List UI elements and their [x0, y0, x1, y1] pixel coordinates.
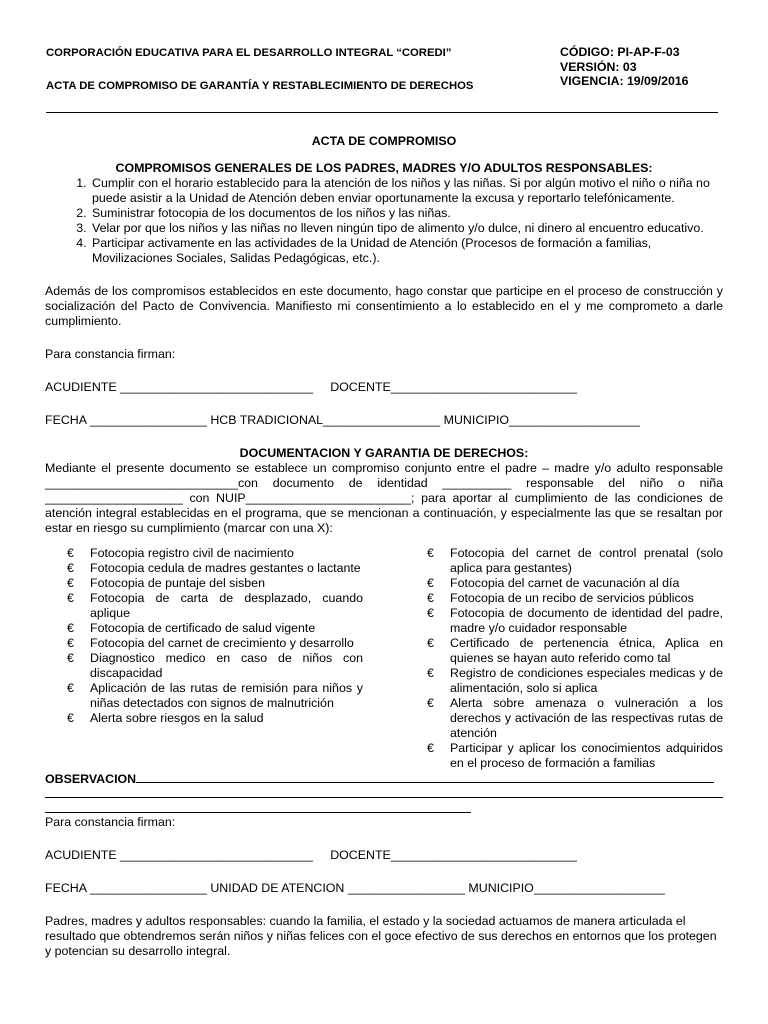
observation-line-3[interactable] [45, 812, 471, 813]
euro-bullet-icon: € [427, 666, 434, 680]
checklist-item[interactable] [45, 636, 363, 651]
document-version: VERSIÓN: 03 [560, 59, 637, 74]
checklist-item[interactable] [405, 666, 723, 696]
checklist-item-label: Diagnostico medico en caso de niños con discapacidad [90, 651, 363, 680]
checklist-item-label: Fotocopia del carnet de control prenatal (solo aplica para gestantes) [450, 546, 723, 575]
section1-subtitle: COMPROMISOS GENERALES DE LOS PADRES, MADRES Y/O ADULTOS RESPONSABLES: [115, 161, 653, 175]
list-item: 3. Velar por que los niños y las niñas no lleven ningún tipo de alimento y/o dulce, ni dinero al encuentro educativo. [90, 221, 723, 236]
euro-bullet-icon: € [427, 606, 434, 620]
euro-bullet-icon: € [427, 696, 434, 710]
checklist-item[interactable] [45, 621, 363, 636]
document-header-left [46, 46, 516, 94]
checklist-item-label: Fotocopia de certificado de salud vigente [90, 621, 316, 635]
checklist-item[interactable] [45, 651, 363, 681]
checklist-item-label: Certificado de pertenencia étnica, Aplica en quienes se hayan auto referido como tal [450, 636, 723, 665]
closing-paragraph: Padres, madres y adultos responsables: cuando la familia, el estado y la sociedad actuamos de manera articulada el resultado que obtendremos serán niños y niñas felices con el goce efectivo de sus derechos en entornos que los protegen y potencian su desarrollo integral. [45, 914, 717, 958]
euro-bullet-icon: € [67, 576, 74, 590]
checklist-item[interactable] [45, 711, 363, 726]
euro-bullet-icon: € [67, 651, 74, 665]
municipio-field[interactable]: MUNICIPIO___________________ [443, 413, 640, 427]
document-code: CÓDIGO: PI-AP-F-03 [560, 45, 680, 59]
acudiente-field[interactable]: ACUDIENTE ____________________________ [45, 380, 313, 394]
section1-title: ACTA DE COMPROMISO [311, 134, 457, 148]
documents-right-list [405, 546, 723, 771]
observation-row[interactable] [45, 771, 723, 787]
observation-label: OBSERVACION [45, 772, 137, 786]
date-row [45, 413, 723, 428]
checklist-item[interactable] [45, 591, 363, 621]
euro-bullet-icon: € [427, 591, 434, 605]
document-title: ACTA DE COMPROMISO DE GARANTÍA Y RESTABLECIMIENTO DE DERECHOS [46, 80, 474, 92]
euro-bullet-icon: € [67, 621, 74, 635]
checklist-item-label: Fotocopia del carnet de vacunación al día [450, 576, 680, 590]
list-item: 4. Participar activamente en las actividades de la Unidad de Atención (Procesos de formación a familias, Movilizaciones Sociales, Salidas Pedagógicas, etc.). [90, 236, 723, 266]
date-row-2 [45, 881, 723, 896]
checklist-item[interactable] [405, 741, 723, 771]
checklist-item[interactable] [405, 606, 723, 636]
euro-bullet-icon: € [427, 636, 434, 650]
checklist-item-label: Fotocopia registro civil de nacimiento [90, 546, 294, 560]
checklist-item[interactable] [45, 576, 363, 591]
documents-left-column [45, 546, 363, 771]
checklist-item[interactable] [405, 546, 723, 576]
sign-intro-2: Para constancia firman: [45, 815, 176, 829]
checklist-item-label: Alerta sobre amenaza o vulneración a los derechos y activación de las respectivas rutas de atención [450, 696, 723, 740]
commitment-paragraph: Además de los compromisos establecidos en este documento, hago constar que participe en el proceso de construcción y socialización del Pacto de Convivencia. Manifiesto mi consentimiento a lo establecido en el y me comprometo a darle cumplimiento. [45, 284, 723, 328]
euro-bullet-icon: € [67, 591, 74, 605]
checklist-item[interactable] [405, 636, 723, 666]
checklist-item[interactable] [45, 546, 363, 561]
document-validity: VIGENCIA: 19/09/2016 [560, 74, 689, 88]
acudiente-field-2[interactable]: ACUDIENTE ____________________________ [45, 848, 313, 862]
observation-line-2[interactable] [45, 797, 723, 798]
checklist-item-label: Fotocopia cedula de madres gestantes o lactante [90, 561, 361, 575]
checklist-item-label: Alerta sobre riesgos en la salud [90, 711, 264, 725]
euro-bullet-icon: € [67, 711, 74, 725]
checklist-item-label: Fotocopia de documento de identidad del padre, madre y/o cuidador responsable [450, 606, 723, 635]
fecha-field[interactable]: FECHA _________________ [45, 413, 207, 427]
checklist-item[interactable] [45, 561, 363, 576]
signature-row [45, 380, 723, 395]
checklist-item-label: Participar y aplicar los conocimientos adquiridos en el proceso de formación a familias [450, 741, 723, 770]
euro-bullet-icon: € [427, 741, 434, 755]
document-body [45, 134, 723, 959]
checklist-item[interactable] [45, 681, 363, 711]
list-item: 1. Cumplir con el horario establecido para la atención de los niños y las niñas. Si por algún motivo el niño o niña no puede asistir a la Unidad de Atención deben enviar oportunamente la excusa y reportarlo telefónicamente. [90, 176, 723, 206]
sign-intro: Para constancia firman: [45, 347, 176, 361]
header-divider [46, 112, 718, 113]
checklist-item-label: Fotocopia de un recibo de servicios públicos [450, 591, 694, 605]
checklist-item-label: Fotocopia de carta de desplazado, cuando aplique [90, 591, 363, 620]
documents-right-column [405, 546, 723, 771]
euro-bullet-icon: € [67, 561, 74, 575]
unidad-field[interactable]: UNIDAD DE ATENCION _________________ [210, 881, 465, 895]
fecha-field-2[interactable]: FECHA _________________ [45, 881, 207, 895]
section2-title: DOCUMENTACION Y GARANTIA DE DERECHOS: [239, 446, 529, 460]
checklist-item-label: Registro de condiciones especiales medicas y de alimentación, solo si aplica [450, 666, 723, 695]
checklist-item[interactable] [405, 576, 723, 591]
checklist-item-label: Fotocopia de puntaje del sisben [90, 576, 265, 590]
observation-line[interactable] [136, 771, 714, 783]
euro-bullet-icon: € [67, 636, 74, 650]
signature-row-2 [45, 848, 723, 863]
document-header-right [560, 45, 689, 89]
euro-bullet-icon: € [67, 546, 74, 560]
hcb-field[interactable]: HCB TRADICIONAL_________________ [210, 413, 441, 427]
euro-bullet-icon: € [427, 546, 434, 560]
organization-name: CORPORACIÓN EDUCATIVA PARA EL DESARROLLO INTEGRAL “COREDI” [46, 47, 452, 59]
docente-field[interactable]: DOCENTE___________________________ [330, 380, 577, 394]
documents-columns [45, 546, 723, 771]
checklist-item[interactable] [405, 591, 723, 606]
checklist-item[interactable] [405, 696, 723, 741]
checklist-item-label: Aplicación de las rutas de remisión para niños y niñas detectados con signos de malnutrición [90, 681, 363, 710]
euro-bullet-icon: € [67, 681, 74, 695]
documents-left-list [45, 546, 363, 726]
guarantee-paragraph: Mediante el presente documento se establece un compromiso conjunto entre el padre – madre y/o adulto responsable ____________________________con documento de identidad __________ responsable del niño o niña ____________________ con NUIP________________________; para aportar al cumplimiento de las condiciones de atención integral establecidas en el programa, que se mencionan a continuación, y especialmente las que se resaltan por estar en riesgo su cumplimiento (marcar con una X): [45, 461, 723, 535]
checklist-item-label: Fotocopia del carnet de crecimiento y desarrollo [90, 636, 354, 650]
list-item: 2. Suministrar fotocopia de los documentos de los niños y las niñas. [90, 206, 723, 221]
docente-field-2[interactable]: DOCENTE___________________________ [330, 848, 577, 862]
municipio-field-2[interactable]: MUNICIPIO___________________ [468, 881, 665, 895]
euro-bullet-icon: € [427, 576, 434, 590]
commitments-list [45, 176, 723, 266]
